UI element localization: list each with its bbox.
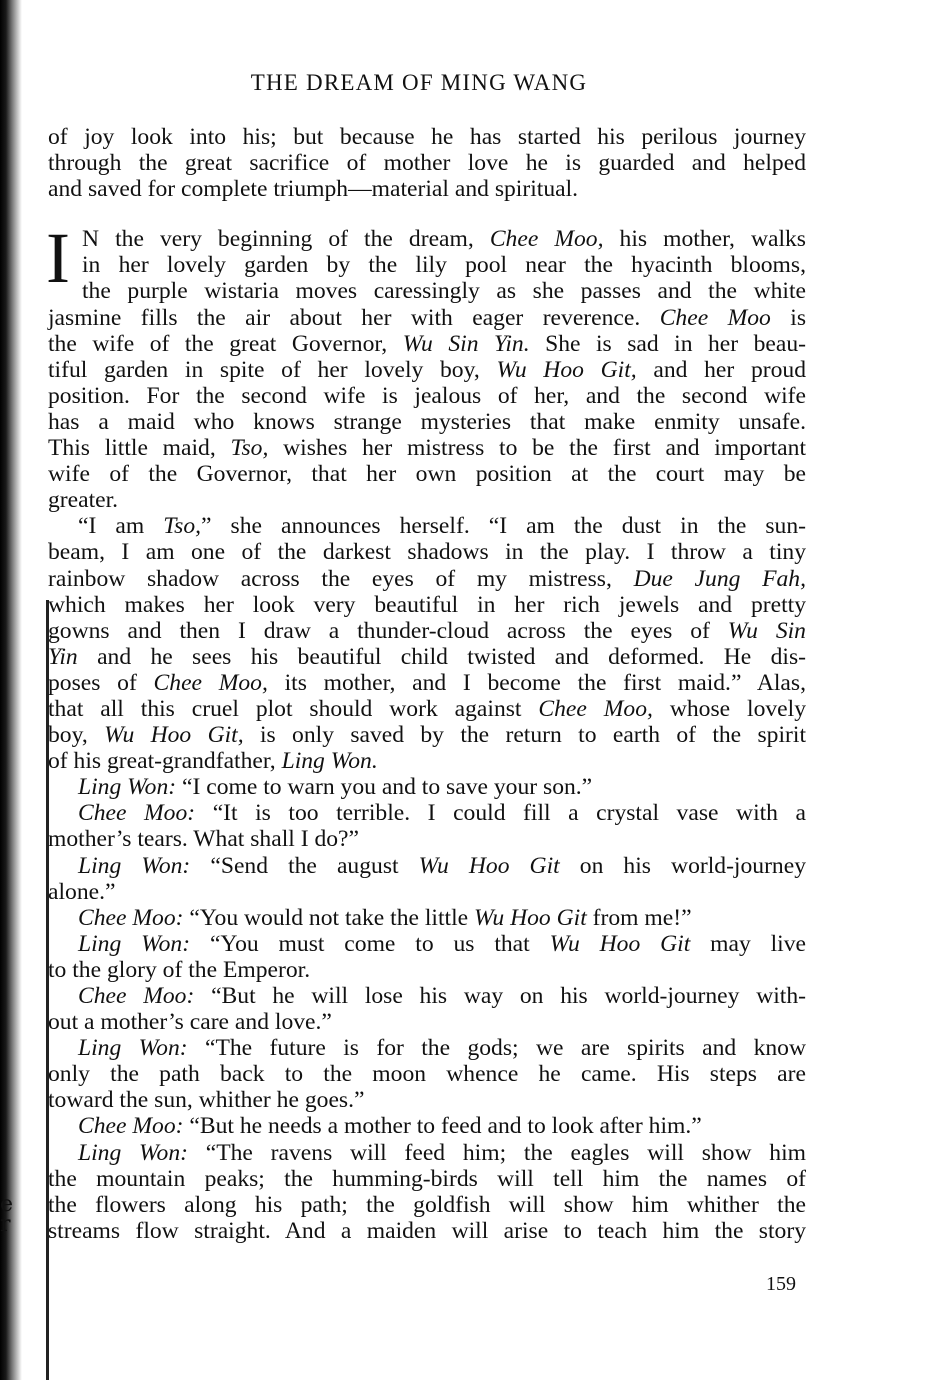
paragraph [48, 905, 806, 931]
paragraph [48, 774, 806, 800]
running-head: THE DREAM OF MING WANG [250, 70, 588, 95]
text-line: position. For the second wife is jealous of her, and the second wife [48, 382, 806, 409]
paragraph [48, 1113, 806, 1139]
text-line: Chee Moo: “You would not take the little Wu Hoo Git from me!” [78, 904, 692, 931]
facing-page-edge-letter: r [0, 1212, 11, 1237]
text-line: out a mother’s care and love.” [48, 1009, 332, 1036]
text-line: Ling Won: “I come to warn you and to save your son.” [78, 774, 593, 801]
text-line: Ling Won: “The future is for the gods; we are spirits and know [78, 1035, 806, 1062]
text-line: which makes her look very beautiful in her rich jewels and pretty [48, 591, 806, 618]
text-line: that all this cruel plot should work against Chee Moo, whose lovely [48, 695, 806, 722]
text-line: Ling Won: “Send the august Wu Hoo Git on his world-journey [78, 852, 807, 879]
text-line: Yin and he sees his beautiful child twisted and deformed. He dis- [48, 643, 806, 670]
text-line: through the great sacrifice of mother love he is guarded and helped [48, 150, 806, 177]
text-line: Ling Won: “You must come to us that Wu Hoo Git may live [78, 930, 806, 957]
body-text [48, 124, 806, 1244]
text-line: streams flow straight. And a maiden will arise to teach him the story [48, 1217, 806, 1244]
paragraph [46, 218, 807, 514]
page-number: 159 [766, 1273, 796, 1295]
text-line: This little maid, Tso, wishes her mistress to be the first and important [48, 435, 807, 462]
text-line: Chee Moo: “But he needs a mother to feed and to look after him.” [78, 1113, 702, 1140]
paragraph [48, 513, 806, 774]
text-line: the purple wistaria moves caressingly as she passes and the white [82, 278, 806, 305]
text-line: I N the very beginning of the dream, Chee Moo, his mother, walks [46, 218, 806, 299]
paragraph [48, 1035, 806, 1113]
paragraph [48, 853, 806, 905]
drop-cap: I [46, 218, 70, 299]
text-line: the mountain peaks; the humming-birds will tell him the names of [48, 1165, 806, 1192]
text-line: Chee Moo: “But he will lose his way on his world-journey with- [78, 983, 806, 1009]
text-line: greater. [48, 487, 119, 514]
paragraph [48, 983, 806, 1035]
text-line: toward the sun, whither he goes.” [48, 1087, 365, 1114]
text-line: gowns and then I draw a thunder-cloud across the eyes of Wu Sin [48, 617, 806, 644]
paragraph-gap [48, 202, 806, 226]
text-line: Chee Moo: “It is too terrible. I could fill a crystal vase with a [78, 800, 806, 827]
text-line: beam, I am one of the darkest shadows in the play. I throw a tiny [48, 539, 806, 566]
text-line: tiful garden in spite of her lovely boy, Wu Hoo Git, and her proud [48, 356, 806, 383]
text-line: jasmine fills the air about her with eager reverence. Chee Moo is [48, 304, 806, 331]
text-line: in her lovely garden by the lily pool near the hyacinth blooms, [82, 252, 806, 279]
text-line: of joy look into his; but because he has started his perilous journey [48, 124, 806, 150]
text-line: of his great-grandfather, Ling Won. [48, 748, 378, 775]
text-line: only the path back to the moon whence he came. His steps are [48, 1061, 806, 1088]
text-line: the wife of the great Governor, Wu Sin Yin. She is sad in her beau- [48, 330, 807, 357]
text-line: boy, Wu Hoo Git, is only saved by the return to earth of the spirit [48, 722, 806, 749]
text-line: and saved for complete triumph—material and spiritual. [48, 176, 579, 203]
text-line: rainbow shadow across the eyes of my mistress, Due Jung Fah, [48, 565, 806, 592]
text-line: wife of the Governor, that her own position at the court may be [48, 461, 806, 488]
binding-gutter-shadow [0, 0, 22, 1380]
paragraph [48, 800, 806, 852]
text-line: to the glory of the Emperor. [48, 956, 311, 983]
facing-page-edge-letter: e [0, 1192, 14, 1217]
text-line: Ling Won: “The ravens will feed him; the eagles will show him [78, 1139, 806, 1166]
text-line: alone.” [48, 878, 116, 905]
text-line: mother’s tears. What shall I do?” [48, 826, 359, 853]
text-line: the flowers along his path; the goldfish will show him whither the [48, 1191, 806, 1218]
text-line: has a maid who knows strange mysteries that make enmity unsafe. [48, 408, 806, 435]
text-line: poses of Chee Moo, its mother, and I become the first maid.” Alas, [48, 669, 806, 696]
paragraph [48, 124, 806, 202]
text-line: “I am Tso,” she announces herself. “I am the dust in the sun- [78, 513, 806, 540]
paragraph [48, 1140, 806, 1244]
paragraph [48, 931, 806, 983]
